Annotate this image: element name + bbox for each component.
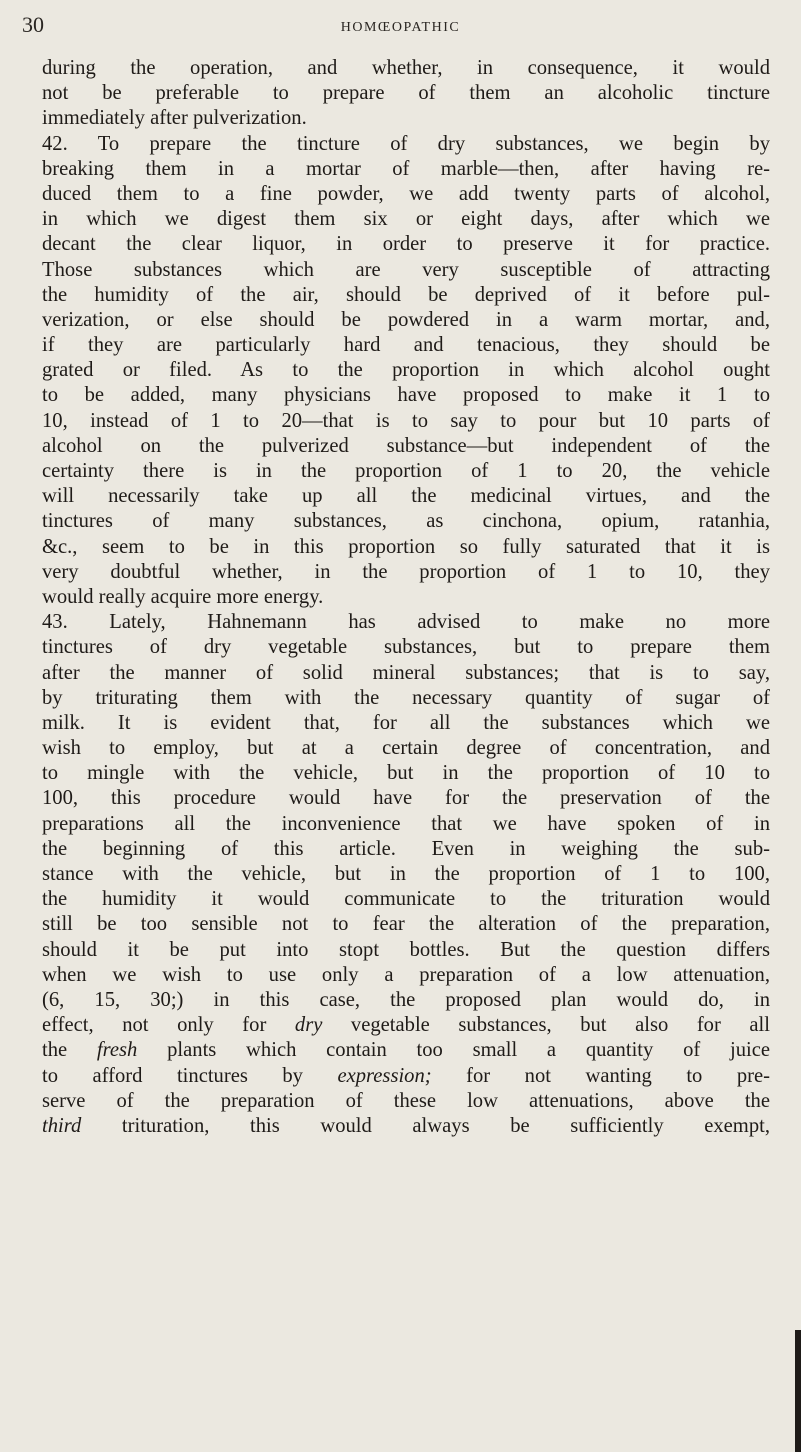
text-line: [42, 1038, 770, 1063]
text-line: to mingle with the vehicle, but in the proportion of 10 to: [42, 762, 770, 785]
text-line: tinctures of many substances, as cinchona, opium, ratanhia,: [42, 510, 770, 533]
text-line: preparations all the inconvenience that we have spoken of in: [42, 812, 770, 835]
text-segment: for not wanting to pre-: [431, 1064, 770, 1087]
running-head: HOMŒOPATHIC: [340, 20, 461, 35]
text-line: verization, or else should be powdered in a warm mortar, and,: [42, 308, 770, 331]
italic-text: expression;: [337, 1064, 432, 1087]
text-line: serve of the preparation of these low attenuations, above the: [42, 1089, 770, 1112]
text-segment: trituration, this would always be sufficiently exempt,: [81, 1114, 770, 1137]
text-line: 100, this procedure would have for the preservation of the: [42, 787, 770, 810]
text-line: certainty there is in the proportion of 1 to 20, the vehicle: [42, 460, 770, 482]
text-line: duced them to a fine powder, we add twenty parts of alcohol,: [42, 182, 770, 205]
text-line: not be preferable to prepare of them an alcoholic tincture: [42, 82, 770, 105]
text-line: when we wish to use only a preparation of a low attenuation,: [42, 963, 770, 986]
page-edge-shadow: [795, 1330, 801, 1452]
text-line: very doubtful whether, in the proportion of 1 to 10, they: [42, 560, 770, 583]
text-segment: to afford tinctures by: [42, 1064, 338, 1087]
text-line: milk. It is evident that, for all the substances which we: [42, 711, 770, 734]
text-line: the humidity of the air, should be deprived of it before pul-: [42, 283, 770, 306]
text-line: alcohol on the pulverized substance—but independent of the: [42, 434, 770, 457]
text-line: wish to employ, but at a certain degree of concentration, and: [42, 737, 770, 760]
text-line: [42, 1114, 770, 1139]
text-segment: effect, not only for: [42, 1014, 295, 1037]
text-line: by triturating them with the necessary quantity of sugar of: [42, 686, 770, 709]
text-line: to be added, many physicians have proposed to make it 1 to: [42, 384, 770, 407]
text-line: 43. Lately, Hahnemann has advised to make no more: [42, 611, 770, 634]
text-segment: plants which contain too small a quantity of juice: [137, 1039, 770, 1062]
text-line: decant the clear liquor, in order to preserve it for practice.: [42, 233, 770, 256]
text-line: in which we digest them six or eight days, after which we: [42, 208, 770, 231]
text-line: if they are particularly hard and tenacious, they should be: [42, 334, 770, 357]
text-line: breaking them in a mortar of marble—then, after having re-: [42, 157, 770, 180]
text-line: immediately after pulverization.: [42, 107, 307, 130]
text-line: stance with the vehicle, but in the proportion of 1 to 100,: [42, 863, 770, 885]
text-line: (6, 15, 30;) in this case, the proposed plan would do, in: [42, 988, 770, 1011]
italic-text: third: [42, 1114, 82, 1137]
text-line: the humidity it would communicate to the trituration would: [42, 888, 770, 911]
text-segment: vegetable substances, but also for all: [322, 1014, 770, 1037]
italic-text: dry: [294, 1014, 323, 1037]
text-line: [42, 1064, 770, 1089]
text-line: [42, 1013, 770, 1038]
text-line: after the manner of solid mineral substances; that is to say,: [42, 661, 770, 684]
text-line: will necessarily take up all the medicinal virtues, and the: [42, 485, 770, 508]
text-line: Those substances which are very susceptible of attracting: [42, 258, 770, 281]
italic-text: fresh: [96, 1039, 138, 1062]
text-line: &c., seem to be in this proportion so fully saturated that it is: [42, 535, 770, 558]
text-line: the beginning of this article. Even in weighing the sub-: [42, 837, 770, 860]
text-line: during the operation, and whether, in consequence, it would: [42, 57, 770, 79]
text-line: would really acquire more energy.: [42, 585, 324, 608]
text-line: should it be put into stopt bottles. But the question differs: [42, 938, 770, 961]
body-text: [42, 56, 770, 1139]
text-line: tinctures of dry vegetable substances, but to prepare them: [42, 636, 770, 659]
page-number: 30: [22, 12, 44, 37]
text-segment: the: [42, 1039, 97, 1062]
text-line: 42. To prepare the tincture of dry substances, we begin by: [42, 132, 770, 155]
text-line: grated or filed. As to the proportion in which alcohol ought: [42, 359, 770, 382]
text-line: 10, instead of 1 to 20—that is to say to pour but 10 parts of: [42, 409, 770, 432]
text-line: still be too sensible not to fear the alteration of the preparation,: [42, 913, 770, 936]
